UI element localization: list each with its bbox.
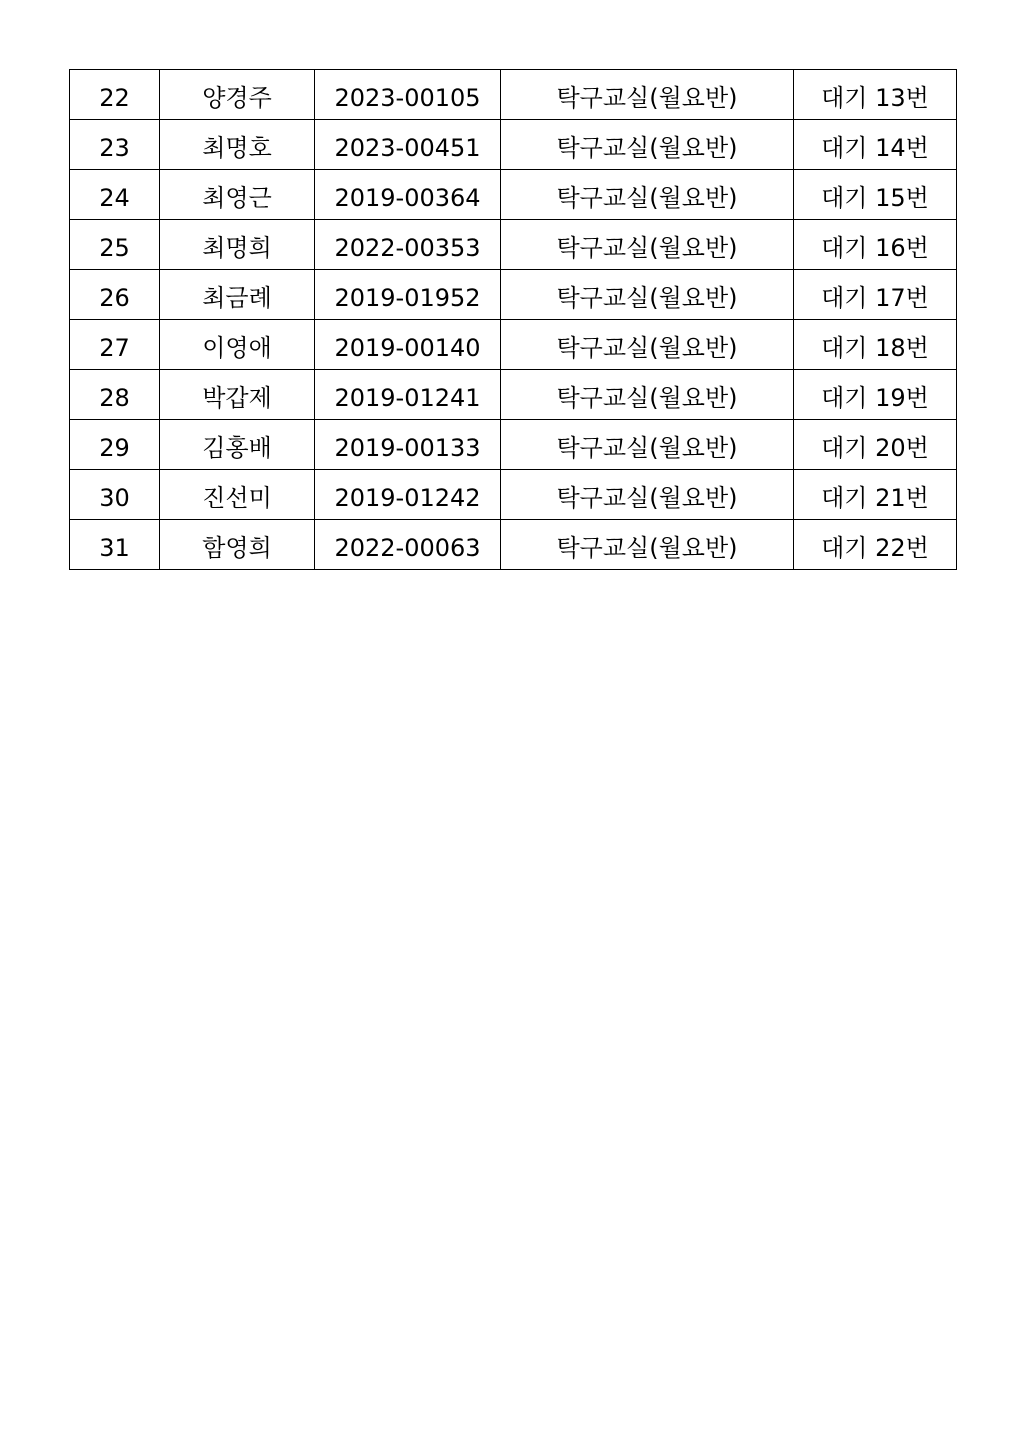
table-row bbox=[70, 220, 957, 270]
member-name: 최금례 bbox=[160, 270, 315, 320]
member-id: 2023-00105 bbox=[315, 70, 501, 120]
waitlist-status: 대기 19번 bbox=[794, 370, 957, 420]
row-number: 29 bbox=[70, 420, 160, 470]
member-name: 최명호 bbox=[160, 120, 315, 170]
class-name: 탁구교실(월요반) bbox=[501, 320, 794, 370]
table-row bbox=[70, 520, 957, 570]
waitlist-status: 대기 14번 bbox=[794, 120, 957, 170]
member-id: 2019-01241 bbox=[315, 370, 501, 420]
class-name: 탁구교실(월요반) bbox=[501, 420, 794, 470]
waitlist-status: 대기 15번 bbox=[794, 170, 957, 220]
waitlist-status: 대기 22번 bbox=[794, 520, 957, 570]
member-name: 김홍배 bbox=[160, 420, 315, 470]
table-row bbox=[70, 120, 957, 170]
member-name: 박갑제 bbox=[160, 370, 315, 420]
waitlist-status: 대기 17번 bbox=[794, 270, 957, 320]
member-id: 2022-00353 bbox=[315, 220, 501, 270]
waitlist-table-body bbox=[70, 70, 957, 570]
member-name: 진선미 bbox=[160, 470, 315, 520]
row-number: 27 bbox=[70, 320, 160, 370]
member-id: 2019-00140 bbox=[315, 320, 501, 370]
member-id: 2019-01952 bbox=[315, 270, 501, 320]
member-name: 최영근 bbox=[160, 170, 315, 220]
member-id: 2019-01242 bbox=[315, 470, 501, 520]
waitlist-status: 대기 21번 bbox=[794, 470, 957, 520]
row-number: 26 bbox=[70, 270, 160, 320]
row-number: 28 bbox=[70, 370, 160, 420]
row-number: 25 bbox=[70, 220, 160, 270]
class-name: 탁구교실(월요반) bbox=[501, 220, 794, 270]
class-name: 탁구교실(월요반) bbox=[501, 170, 794, 220]
waitlist-status: 대기 16번 bbox=[794, 220, 957, 270]
table-row bbox=[70, 370, 957, 420]
table-row bbox=[70, 70, 957, 120]
row-number: 31 bbox=[70, 520, 160, 570]
row-number: 22 bbox=[70, 70, 160, 120]
table-row bbox=[70, 320, 957, 370]
class-name: 탁구교실(월요반) bbox=[501, 520, 794, 570]
waitlist-status: 대기 20번 bbox=[794, 420, 957, 470]
member-name: 함영희 bbox=[160, 520, 315, 570]
member-name: 이영애 bbox=[160, 320, 315, 370]
member-id: 2023-00451 bbox=[315, 120, 501, 170]
class-name: 탁구교실(월요반) bbox=[501, 120, 794, 170]
member-id: 2022-00063 bbox=[315, 520, 501, 570]
waitlist-status: 대기 13번 bbox=[794, 70, 957, 120]
member-name: 양경주 bbox=[160, 70, 315, 120]
member-id: 2019-00364 bbox=[315, 170, 501, 220]
row-number: 24 bbox=[70, 170, 160, 220]
row-number: 30 bbox=[70, 470, 160, 520]
waitlist-table bbox=[69, 69, 957, 570]
table-row bbox=[70, 420, 957, 470]
class-name: 탁구교실(월요반) bbox=[501, 470, 794, 520]
member-id: 2019-00133 bbox=[315, 420, 501, 470]
class-name: 탁구교실(월요반) bbox=[501, 70, 794, 120]
row-number: 23 bbox=[70, 120, 160, 170]
table-row bbox=[70, 470, 957, 520]
class-name: 탁구교실(월요반) bbox=[501, 370, 794, 420]
member-name: 최명희 bbox=[160, 220, 315, 270]
table-row bbox=[70, 170, 957, 220]
waitlist-status: 대기 18번 bbox=[794, 320, 957, 370]
table-row bbox=[70, 270, 957, 320]
class-name: 탁구교실(월요반) bbox=[501, 270, 794, 320]
